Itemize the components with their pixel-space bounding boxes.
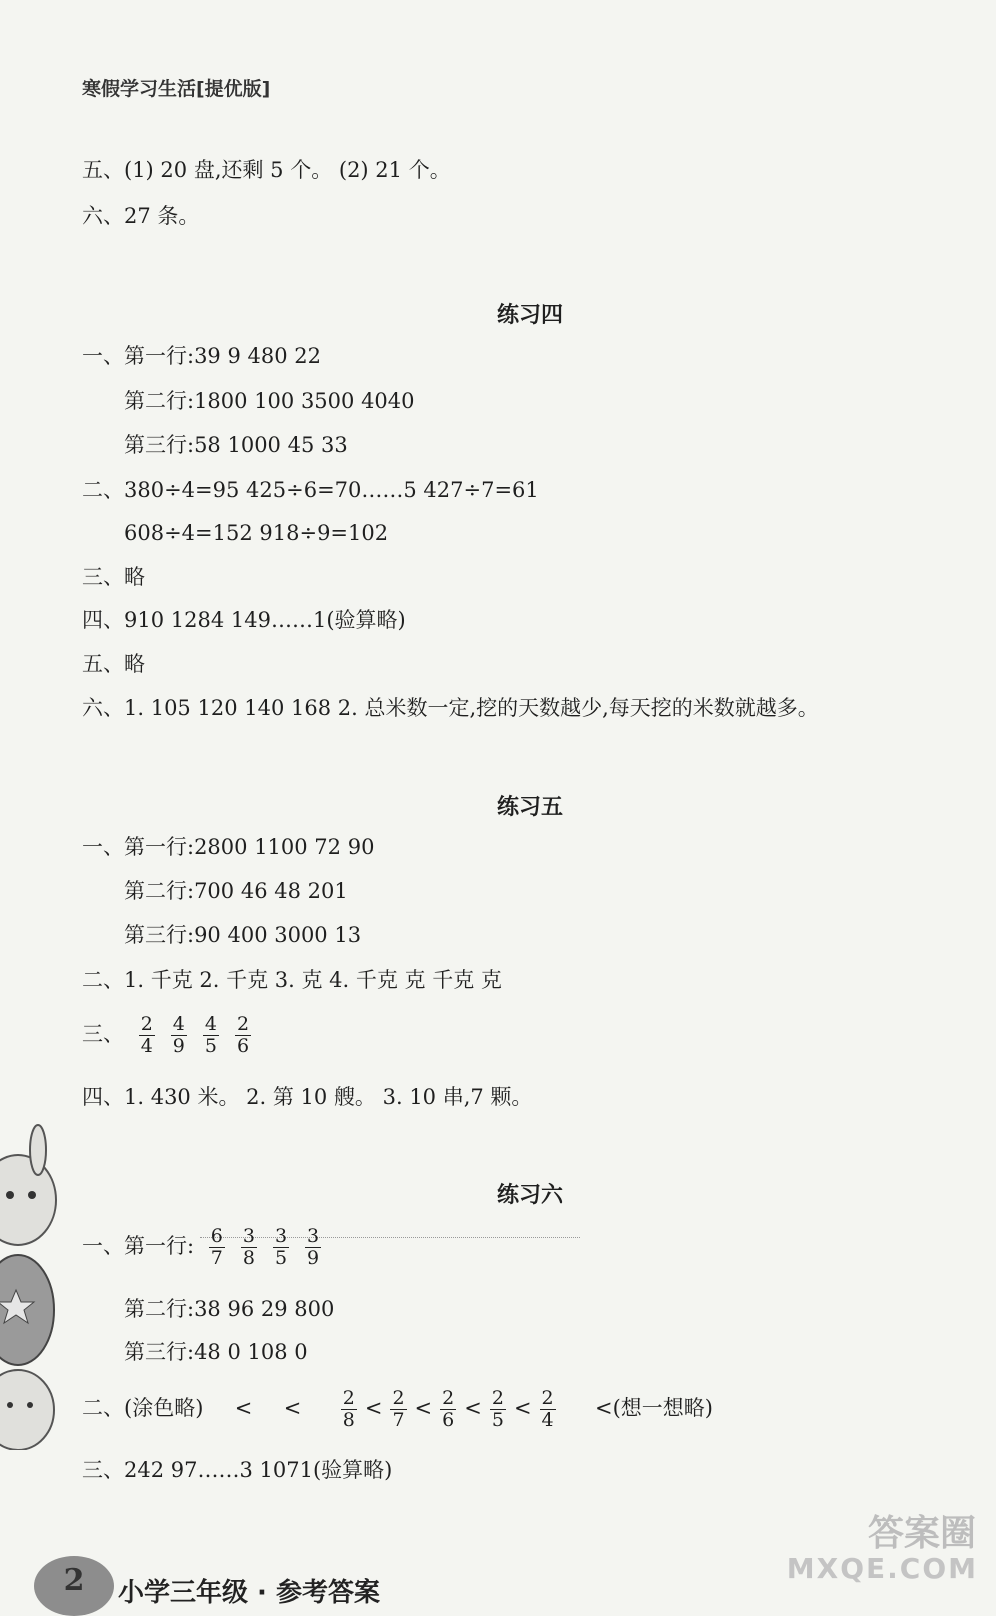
answer-line: 608÷4=152 918÷9=102 — [124, 521, 389, 545]
item-label: 三、 — [82, 1021, 124, 1046]
numerator: 2 — [342, 1387, 355, 1409]
denominator: 6 — [442, 1408, 455, 1431]
footer-title: 小学三年级 · 参考答案 — [118, 1578, 380, 1608]
watermark: 答案圈 — [867, 1513, 976, 1554]
numerator: 2 — [236, 1013, 250, 1035]
section-title: 练习四 — [496, 303, 563, 328]
answer-line: 二、1. 千克 2. 千克 3. 克 4. 千克 克 千克 克 — [82, 968, 502, 992]
fraction — [139, 1014, 155, 1057]
watermark-url: MXQE.COM — [786, 1552, 978, 1585]
numerator: 3 — [242, 1225, 255, 1247]
less-than: < — [513, 1395, 532, 1420]
numerator: 2 — [140, 1013, 153, 1035]
item-label: 一、第一行: — [82, 1233, 195, 1258]
section-title: 练习六 — [496, 1183, 563, 1208]
denominator: 6 — [236, 1034, 250, 1057]
answer-line: 六、27 条。 — [82, 204, 200, 228]
section-title: 练习五 — [496, 795, 563, 820]
answer-line: 第二行:38 96 29 800 — [124, 1297, 335, 1321]
page-number: 2 — [34, 1556, 114, 1616]
denominator: 9 — [172, 1034, 185, 1057]
numerator: 2 — [442, 1387, 455, 1409]
fraction — [341, 1388, 357, 1431]
answer-line: 第三行:58 1000 45 33 — [124, 433, 348, 457]
denominator: 8 — [242, 1246, 255, 1269]
answer-line: 三、242 97……3 1071(验算略) — [82, 1458, 393, 1482]
fraction-line — [82, 1014, 259, 1057]
numerator: 4 — [204, 1013, 217, 1035]
fraction — [171, 1014, 187, 1057]
answer-line: 第三行:90 400 3000 13 — [124, 923, 362, 947]
numerator: 4 — [172, 1013, 185, 1035]
answer-line: 第二行:700 46 48 201 — [124, 879, 348, 903]
numerator: 2 — [392, 1387, 405, 1409]
answer-line: 一、第一行:2800 1100 72 90 — [82, 835, 375, 859]
fraction — [540, 1388, 556, 1431]
fraction-line — [82, 1226, 329, 1269]
fraction — [440, 1388, 456, 1431]
fraction-chain — [333, 1387, 564, 1431]
less-than: < — [464, 1395, 482, 1420]
denominator: 9 — [307, 1246, 320, 1269]
denominator: 7 — [210, 1246, 223, 1269]
numerator: 3 — [274, 1225, 288, 1247]
numerator: 3 — [307, 1225, 320, 1247]
denominator: 5 — [274, 1246, 288, 1269]
less-than: < — [414, 1395, 433, 1420]
answer-line: 五、(1) 20 盘,还剩 5 个。 (2) 21 个。 — [82, 158, 451, 182]
numerator: 6 — [210, 1225, 223, 1247]
answer-line: 四、1. 430 米。 2. 第 10 艘。 3. 10 串,7 颗。 — [82, 1085, 533, 1109]
answer-line: 六、1. 105 120 140 168 2. 总米数一定,挖的天数越少,每天挖的米数就越多。 — [82, 696, 819, 720]
item-suffix: <(想一想略) — [595, 1395, 713, 1420]
bunny-illustration — [0, 1120, 70, 1450]
answer-line: 第二行:1800 100 3500 4040 — [124, 389, 415, 413]
book-title: 寒假学习生活[提优版] — [82, 78, 271, 100]
fraction — [203, 1014, 219, 1057]
denominator: 4 — [541, 1408, 554, 1431]
denominator: 8 — [342, 1408, 355, 1431]
less-than: < — [364, 1395, 383, 1420]
fraction-group — [131, 1013, 259, 1057]
denominator: 7 — [392, 1408, 405, 1431]
denominator: 4 — [140, 1034, 153, 1057]
fraction — [241, 1226, 257, 1269]
fraction-line — [82, 1388, 713, 1431]
fraction — [209, 1226, 225, 1269]
fraction-group — [201, 1225, 329, 1269]
item-label: 二、(涂色略) — [82, 1395, 204, 1420]
fraction — [305, 1226, 321, 1269]
fraction — [390, 1388, 406, 1431]
numerator: 2 — [491, 1387, 504, 1409]
less-than: < — [283, 1395, 302, 1420]
answer-line: 五、略 — [82, 652, 145, 676]
numerator: 2 — [541, 1387, 554, 1409]
answer-line: 二、380÷4=95 425÷6=70……5 427÷7=61 — [82, 478, 539, 502]
less-than: < — [234, 1395, 253, 1420]
answer-line: 三、略 — [82, 565, 145, 589]
fraction — [235, 1014, 251, 1057]
denominator: 5 — [491, 1408, 504, 1431]
answer-line: 第三行:48 0 108 0 — [124, 1340, 308, 1364]
answer-line: 四、910 1284 149……1(验算略) — [82, 608, 406, 632]
answer-line: 一、第一行:39 9 480 22 — [82, 344, 321, 368]
denominator: 5 — [204, 1034, 217, 1057]
fraction — [490, 1388, 506, 1431]
fraction — [273, 1226, 289, 1269]
